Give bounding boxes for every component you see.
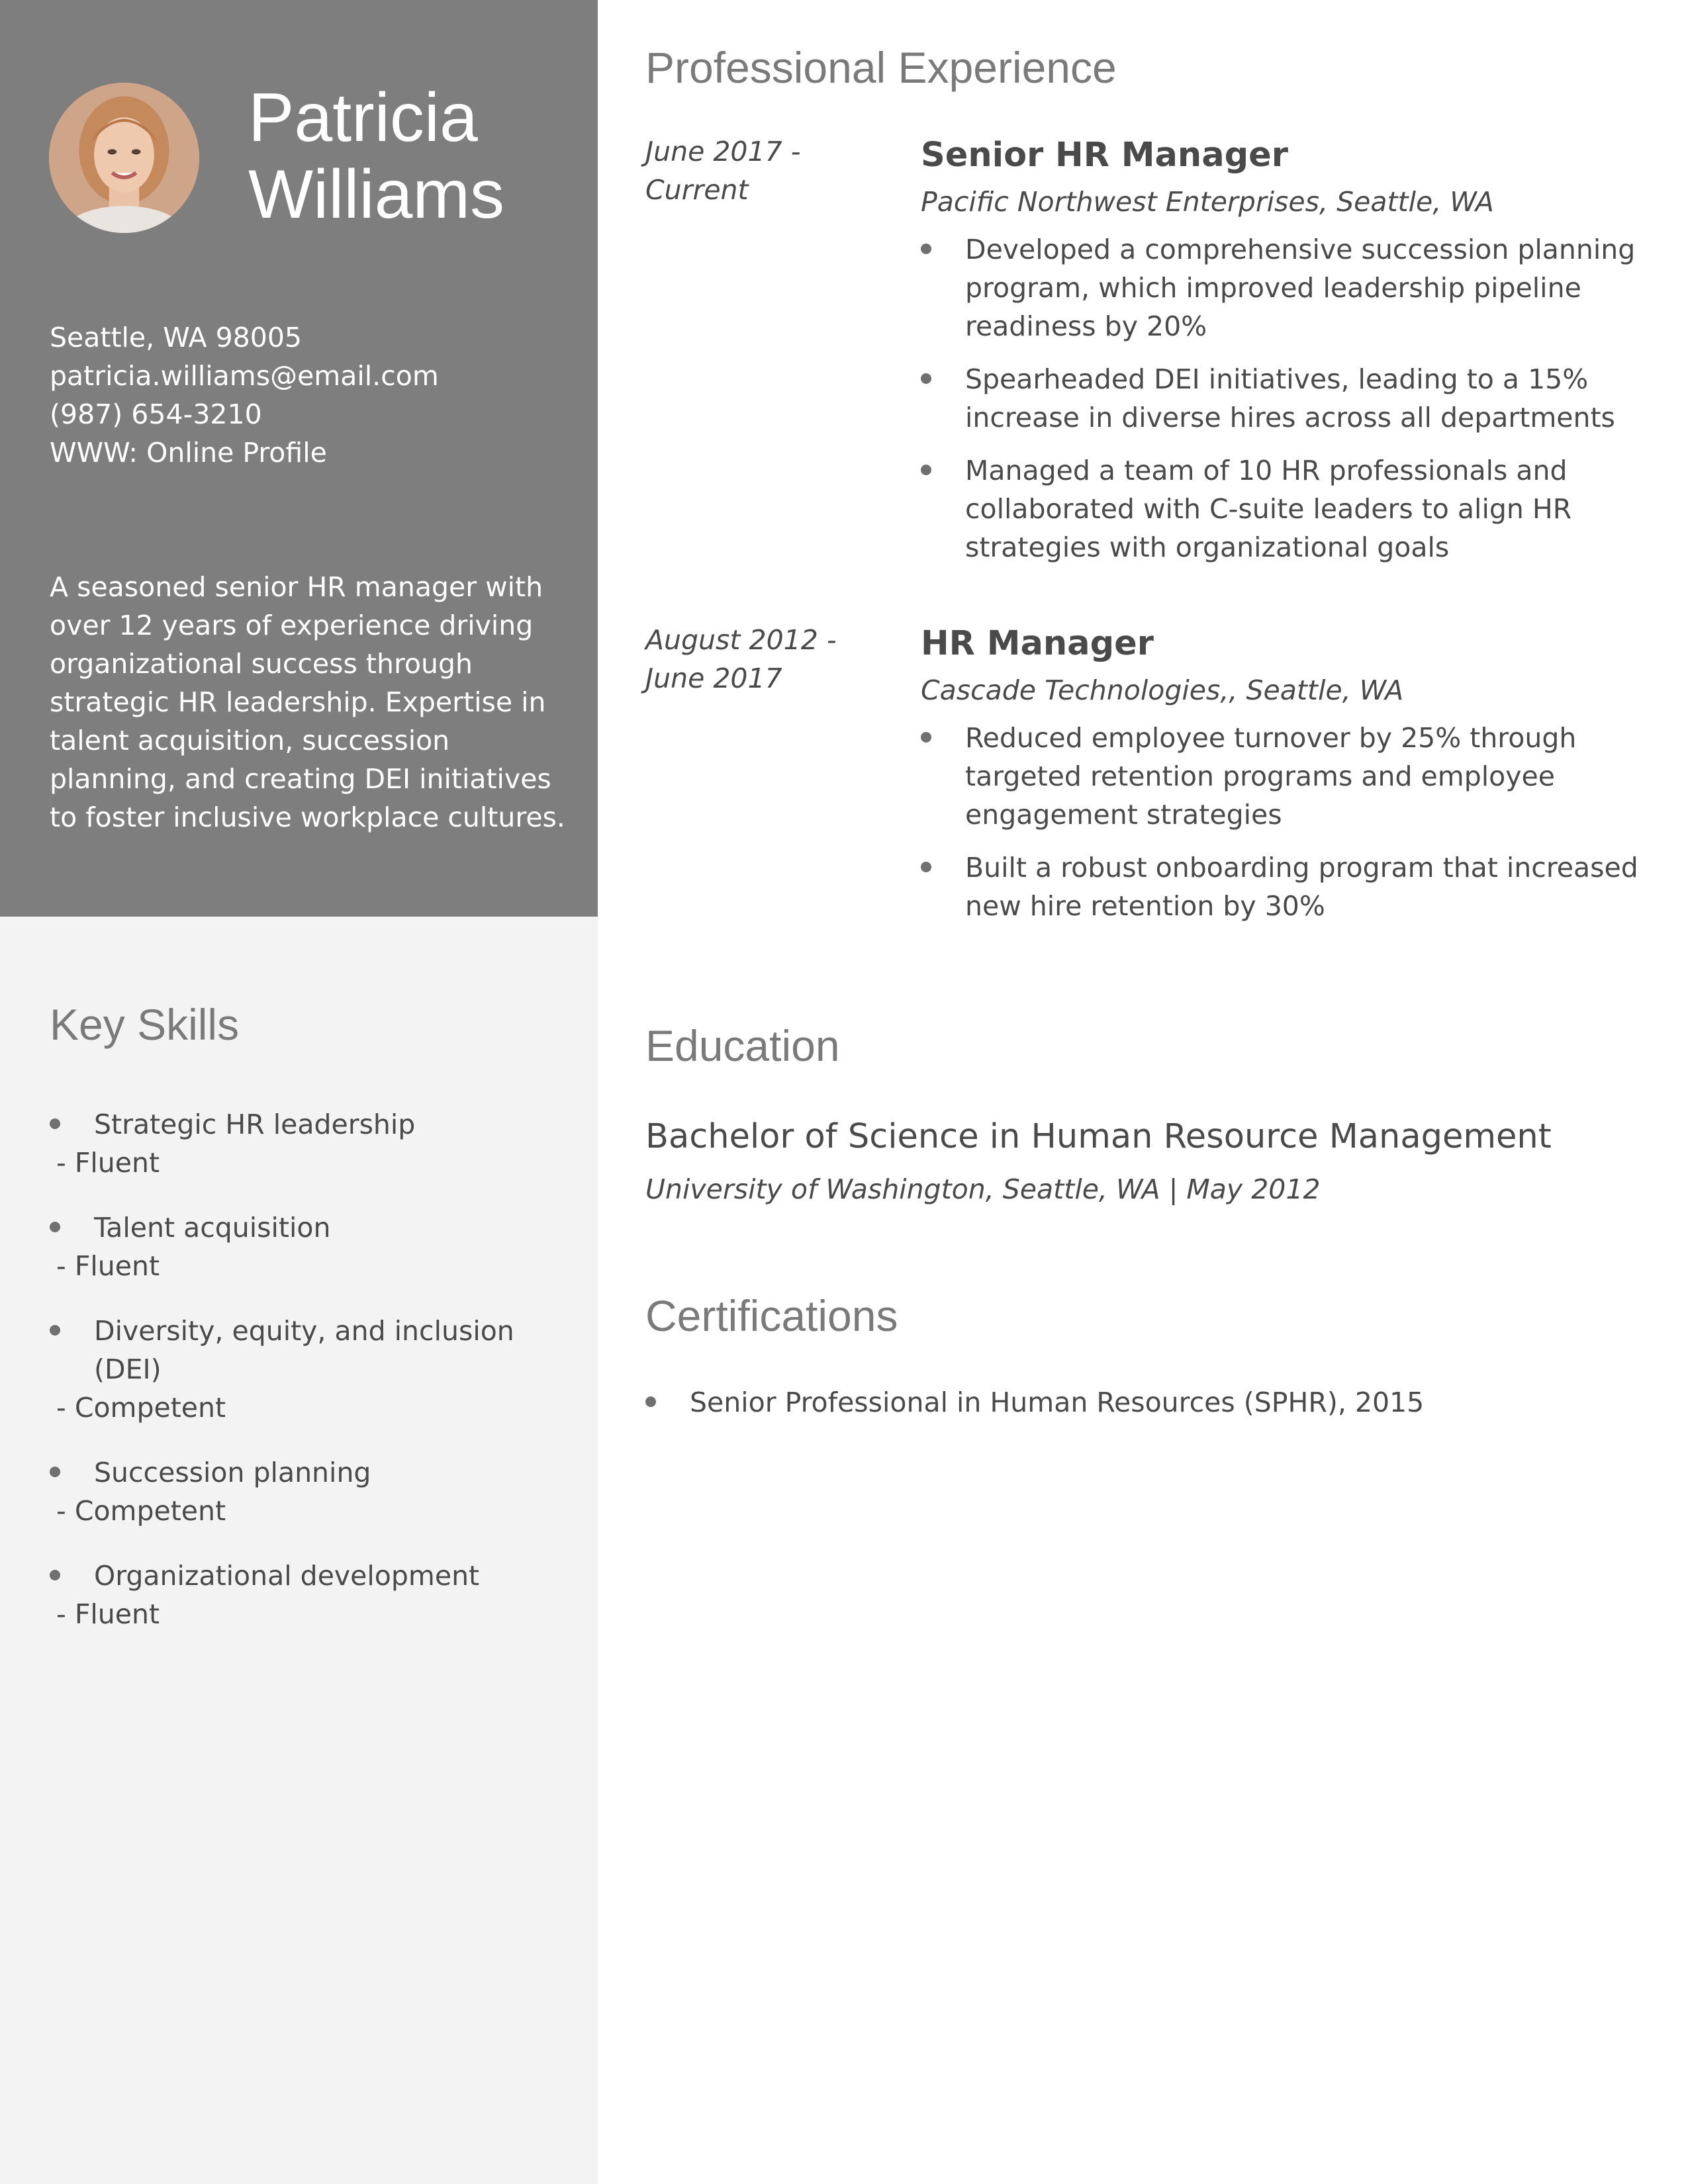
skills-heading: Key Skills [50,1000,240,1049]
bullet-icon [50,1222,60,1232]
skill-level: - Fluent [56,1598,160,1630]
skill-name: Talent acquisition [94,1212,331,1244]
profile-summary: A seasoned senior HR manager with over 12 years of experience driving organizational success through strategic HR leadership. Expertise in talent acquisition, succession planning, and creating DEI initiatives to foster inclusive workplace cultures. [50,571,565,833]
bullet-icon [921,465,931,475]
job-bullet-text: Managed a team of 10 HR professionals and collaborated with C-suite leaders to align HR strategies with organizational goals [965,455,1572,563]
skill-level: - Fluent [56,1147,160,1179]
certification-item [645,1383,1638,1422]
job-title: Senior HR Manager [921,136,1288,175]
job-bullet [921,848,1669,925]
bullet-icon [50,1325,60,1336]
job-bullet [921,719,1669,834]
contact-address: Seattle, WA 98005 [50,322,303,353]
skill-level: - Competent [56,1392,226,1424]
certifications-heading: Certifications [645,1291,898,1340]
bullet-icon [50,1570,60,1580]
skill-item [50,1453,579,1530]
bullet-icon [921,373,931,384]
skill-name: Strategic HR leadership [94,1109,416,1140]
certifications-list [645,1383,1638,1436]
job-bullet [921,451,1669,567]
job-title: HR Manager [921,624,1154,663]
education-school: University of Washington, Seattle, WA | May 2012 [645,1173,1321,1205]
bullet-icon [645,1396,656,1407]
job-dates: August 2012 - June 2017 [645,624,837,694]
job-bullet-text: Developed a comprehensive succession planning program, which improved leadership pipeline readiness by 20% [965,234,1636,342]
skill-name: Organizational development [94,1560,480,1592]
bullet-icon [50,1118,60,1129]
job-bullet-text: Reduced employee turnover by 25% through targeted retention programs and employee engagement strategies [965,722,1577,831]
contact-phone: (987) 654-3210 [50,398,262,430]
skill-level: - Competent [56,1495,226,1527]
education-degree: Bachelor of Science in Human Resource Management [645,1117,1552,1156]
skill-level: - Fluent [56,1250,160,1282]
job-bullet-text: Built a robust onboarding program that increased new hire retention by 30% [965,852,1638,922]
skill-item [50,1312,579,1427]
job-dates: June 2017 - Current [645,136,801,206]
job-company: Pacific Northwest Enterprises, Seattle, WA [921,186,1494,218]
skill-item [50,1105,579,1182]
profile-photo-illustration [49,83,199,233]
job-bullet [921,230,1669,345]
bullet-icon [921,732,931,743]
job-company: Cascade Technologies,, Seattle, WA [921,674,1404,706]
contact-email[interactable]: patricia.williams@email.com [50,360,439,392]
first-name: Patricia [248,79,478,156]
experience-heading: Professional Experience [645,43,1117,92]
candidate-name [248,79,579,233]
skill-item [50,1208,579,1285]
bullet-icon [921,862,931,872]
bullet-icon [921,244,931,254]
job-bullet [921,360,1669,437]
last-name: Williams [248,156,505,233]
skill-item [50,1557,579,1633]
skills-list [50,1105,579,1660]
bullet-icon [50,1467,60,1477]
job-bullet-text: Spearheaded DEI initiatives, leading to a 15% increase in diverse hires across all departments [965,363,1615,433]
certification-text: Senior Professional in Human Resources (SPHR), 2015 [690,1387,1425,1418]
skill-name: Succession planning [94,1457,371,1488]
contact-info [50,318,579,472]
education-heading: Education [645,1021,840,1070]
profile-photo [49,83,199,233]
skill-name: Diversity, equity, and inclusion (DEI) [94,1315,514,1385]
contact-website[interactable]: WWW: Online Profile [50,437,327,469]
